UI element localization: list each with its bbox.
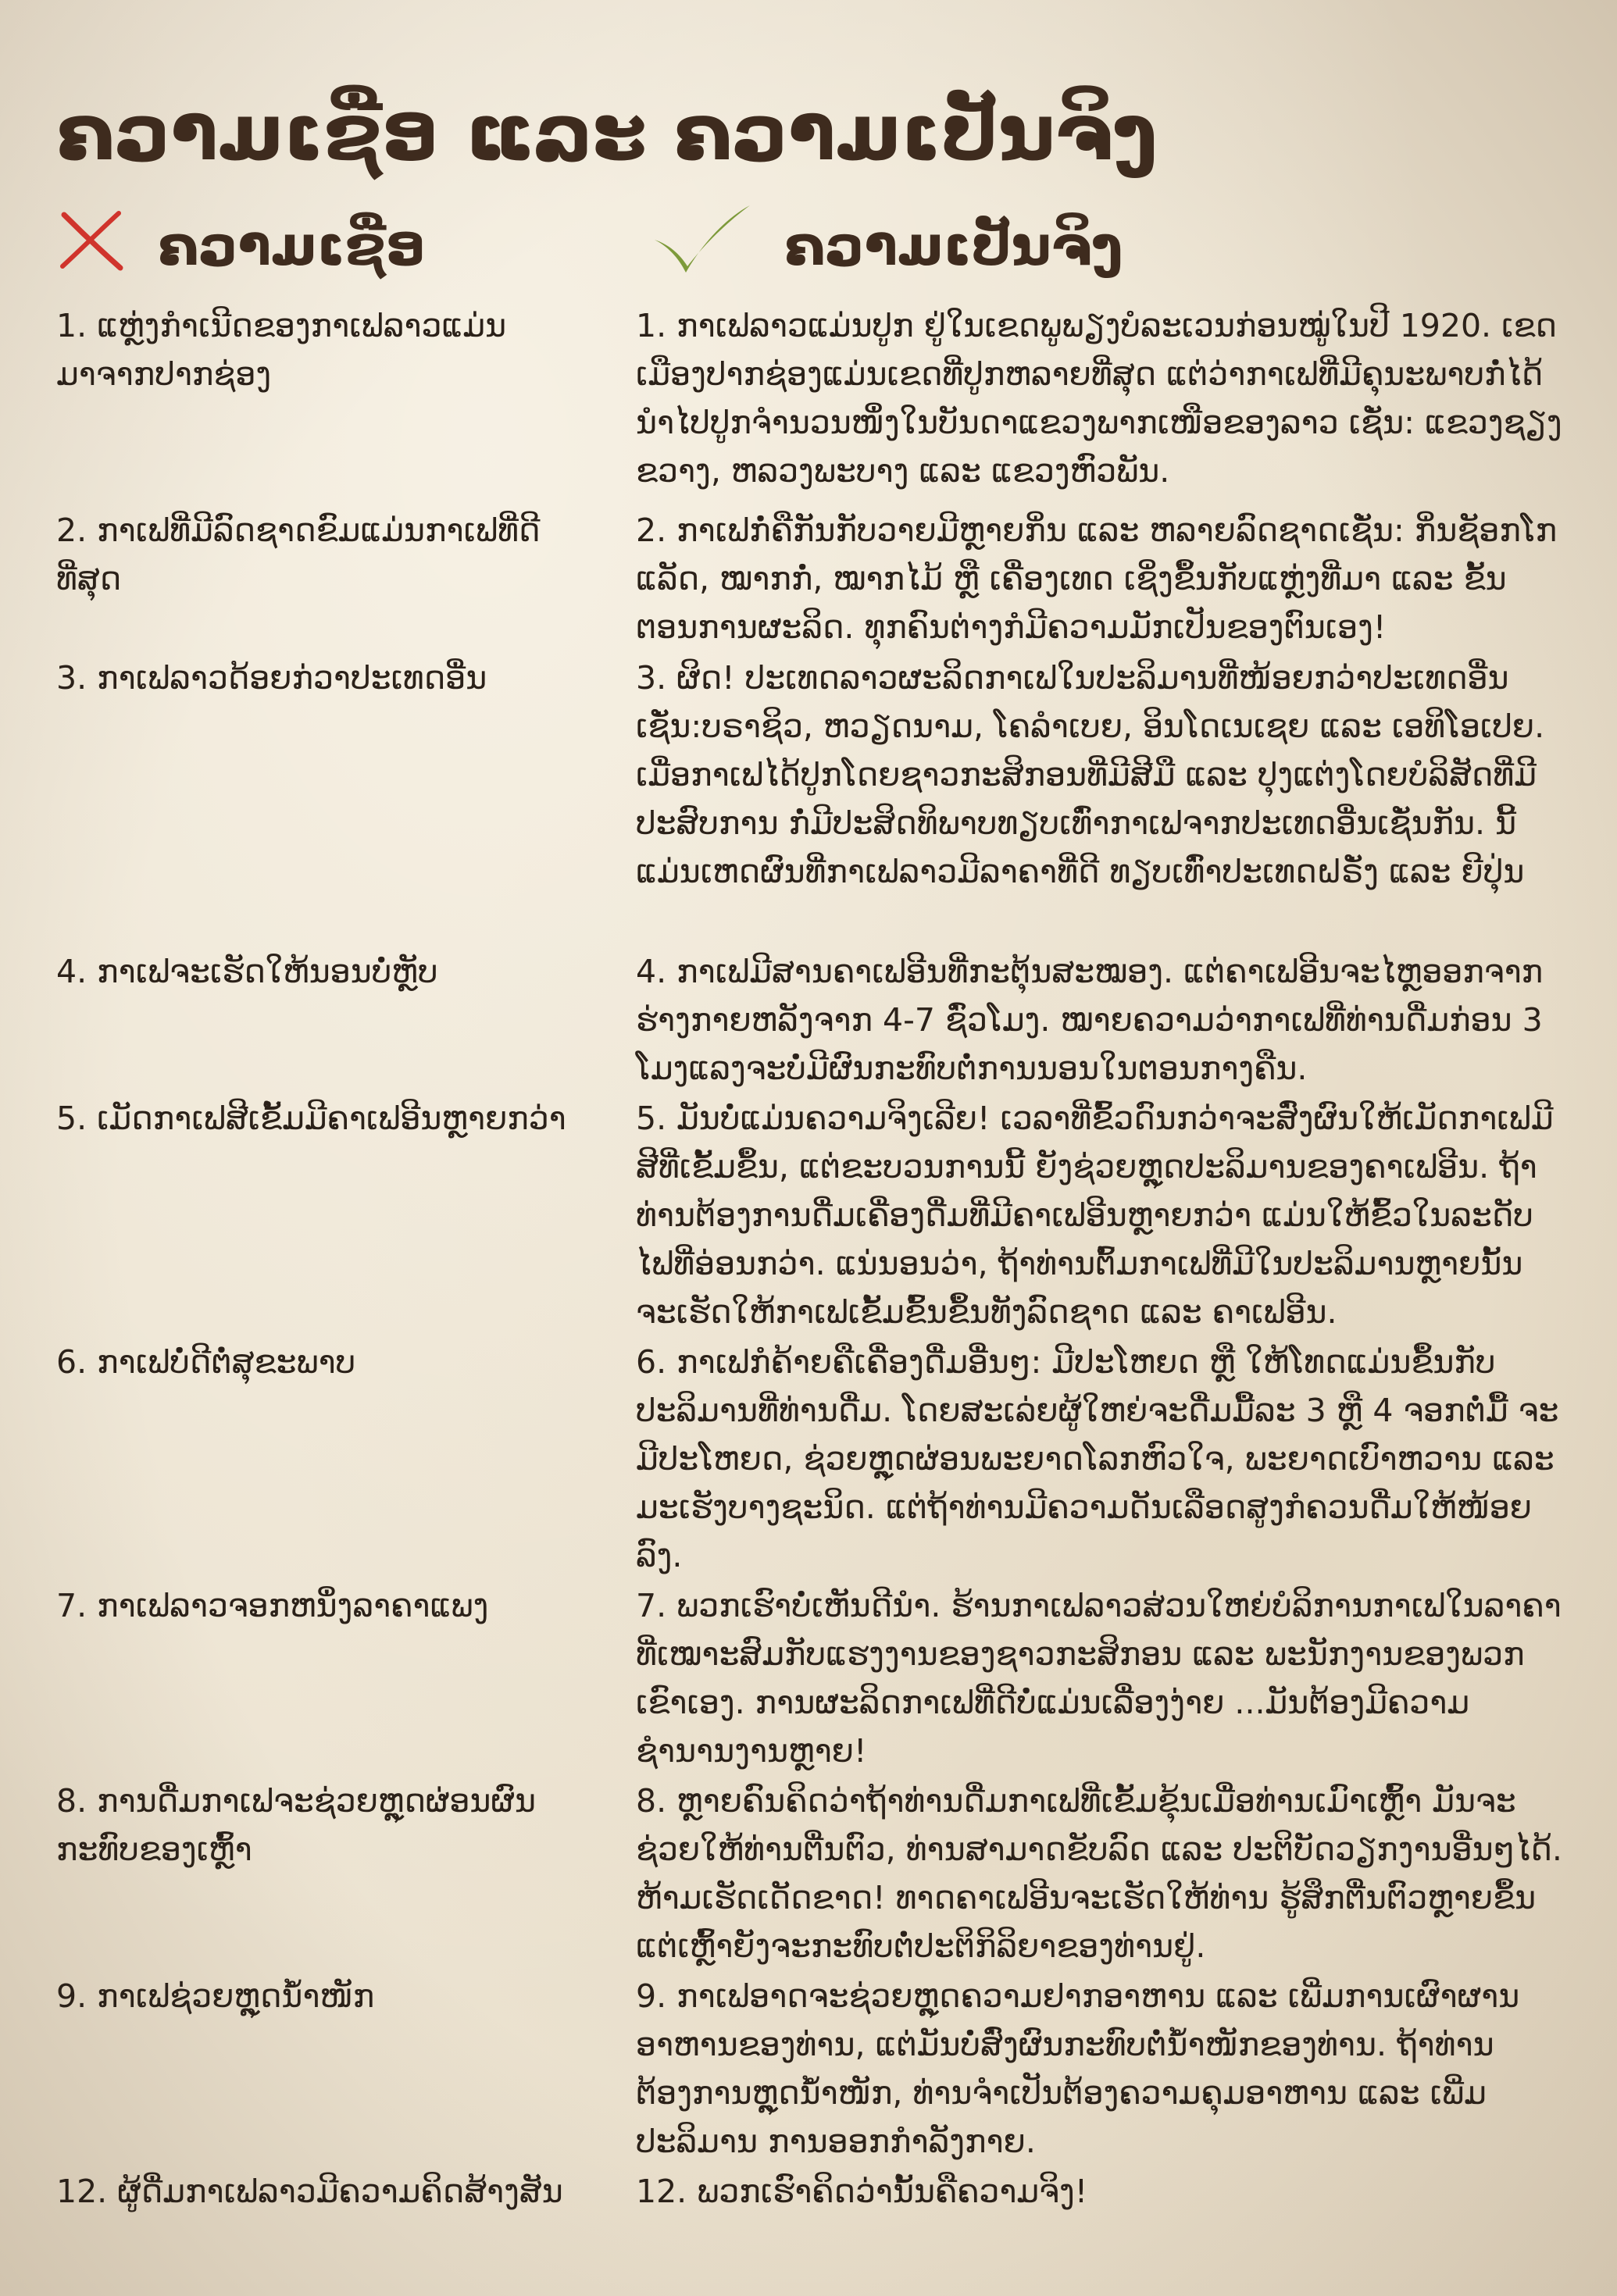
fact-text: 7. ພວກເຮົາບໍ່ເຫັນດີນຳ. ຮ້ານກາເຟລາວສ່ວນໃຫຍ່ບໍລິການກາເຟໃນລາຄາທີ່ເໝາະສົມກັບແຮງງານຂອງຊາວກະສິກອນ ແລະ ພະນັກງານຂອງພວກເຂົາເອງ. ການຜະລິດກາເຟທີ່ດີບໍ່ແມ່ນເລື່ອງງ່າຍ ...ມັນຕ້ອງມີຄວາມຊຳນານງານຫຼາຍ!	[636, 1587, 1562, 1770]
myth-text: 7. ກາເຟລາວຈອກຫນຶ່ງລາຄາແພງ	[56, 1587, 489, 1624]
myth-text: 3. ກາເຟລາວດ້ອຍກ່ວາປະເທດອື່ນ	[56, 659, 487, 697]
fact-text: 9. ກາເຟອາດຈະຊ່ວຍຫຼຸດຄວາມຢາກອາຫານ ແລະ ເພີ່ມການເຜົາຜານອາຫານຂອງທ່ານ, ແຕ່ມັນບໍ່ສົ່ງຜົນກະທົບຕໍ່ນ້ຳໜັກຂອງທ່ານ. ຖ້າທ່ານຕ້ອງການຫຼຸດນ້ຳໜັກ, ທ່ານຈຳເປັນຕ້ອງຄວາມຄຸມອາຫານ ແລະ ເພີ່ມປະລິມານ ການອອກກຳລັງກາຍ.	[636, 1977, 1520, 2160]
myth-fact-row	[56, 1581, 1562, 1777]
myth-text: 9. ກາເຟຊ່ວຍຫຼຸດນ້ຳໜັກ	[56, 1977, 375, 2015]
myth-fact-row	[56, 1972, 1562, 2167]
myth-fact-row	[56, 947, 1562, 1094]
myth-column-header	[56, 195, 425, 297]
fact-column-label: ຄວາມເປັນຈິງ	[784, 214, 1123, 278]
column-headers	[56, 195, 1562, 297]
myth-fact-list	[56, 301, 1562, 2217]
myth-fact-row	[56, 1338, 1562, 1581]
myth-fact-row	[56, 301, 1562, 506]
myth-fact-row	[56, 1777, 1562, 1972]
fact-text: 12. ພວກເຮົາຄິດວ່ານັ້ນຄືຄວາມຈິງ!	[636, 2173, 1088, 2210]
myth-fact-row	[56, 506, 1562, 654]
fact-text: 4. ກາເຟມີສານຄາເຟອີນທີ່ກະຕຸ້ນສະໝອງ. ແຕ່ຄາເຟອີນຈະໄຫຼອອກຈາກຮ່າງກາຍຫລັງຈາກ 4-7 ຊົ່ວໂມງ. ໝາຍຄວາມວ່າກາເຟທີ່ທ່ານດື່ມກ່ອນ 3 ໂມງແລງຈະບໍ່ມີຜົນກະທົບຕໍ່ການນອນໃນຕອນກາງຄືນ.	[636, 953, 1544, 1087]
fact-text: 3. ຜິດ! ປະເທດລາວຜະລິດກາເຟໃນປະລິມານທີ່ໜ້ອຍກວ່າປະເທດອື່ນ ເຊັ່ນ:ບຣາຊິວ, ຫວຽດນາມ, ໂຄລຳເບຍ, ອິນໂດເນເຊຍ ແລະ ເອທິໂອເປຍ. ເມື່ອກາເຟໄດ້ປູກໂດຍຊາວກະສິກອນທີ່ມີສີມື ແລະ ປຸງແຕ່ງໂດຍບໍລິສັດທີ່ມີປະສົບການ ກໍ່ມີປະສິດທິພາບທຽບເທົ່າກາເຟຈາກປະເທດອື່ນເຊັ່ນກັນ. ນີ້ແມ່ນເຫດຜົນທີ່ກາເຟລາວມີລາຄາທີ່ດີ ທຽບເທົ່າປະເທດຝຣັ່ງ ແລະ ຍີປຸ່ນ	[636, 659, 1545, 890]
myth-text: 12. ຜູ້ດື່ມກາເຟລາວມີຄວາມຄິດສ້າງສັນ	[56, 2173, 563, 2210]
myth-text: 4. ກາເຟຈະເຮັດໃຫ້ນອນບໍ່ຫຼັບ	[56, 953, 438, 990]
fact-text: 2. ກາເຟກໍ່ຄືກັນກັບວາຍມີຫຼາຍກິ່ນ ແລະ ຫລາຍລົດຊາດເຊັ່ນ: ກິ່ນຊັອກໂກແລັດ, ໝາກກໍ່, ໝາກໄມ້ ຫຼື ເຄື່ອງເທດ ເຊິ່ງຂຶ້ນກັບແຫຼ່ງທີ່ມາ ແລະ ຂັ້ນຕອນການຜະລິດ. ທຸກຄົນຕ່າງກໍມີຄວາມມັກເປັນຂອງຕົນເອງ!	[636, 512, 1558, 646]
fact-column-header	[651, 195, 1123, 297]
myth-fact-row	[56, 1094, 1562, 1338]
check-mark-icon	[651, 202, 753, 290]
myth-column-label: ຄວາມເຊື່ອ	[158, 214, 426, 278]
fact-text: 6. ກາເຟກໍຄ້າຍຄືເຄື່ອງດື່ມອື່ນໆ: ມີປະໂຫຍດ ຫຼື ໃຫ້ໂທດແມ່ນຂຶ້ນກັບປະລິມານທີ່ທ່ານດື່ມ. ໂດຍສະເລ່ຍຜູ້ໃຫຍ່ຈະດື່ມມື້ລະ 3 ຫຼື 4 ຈອກຕໍ່ມື້ ຈະມີປະໂຫຍດ, ຊ່ວຍຫຼຸດຜ່ອນພະຍາດໂລກຫົວໃຈ, ພະຍາດເບົາຫວານ ແລະ ມະເຮັງບາງຊະນິດ. ແຕ່ຖ້າທ່ານມີຄວາມດັນເລືອດສູງກໍຄວນດື່ມໃຫ້ໜ້ອຍລົງ.	[636, 1343, 1559, 1574]
myth-text: 1. ແຫຼ່ງກຳເນີດຂອງກາເຟລາວແມ່ນມາຈາກປາກຊ່ອງ	[56, 307, 507, 393]
page-title: ຄວາມເຊື່ອ ແລະ ຄວາມເປັນຈິງ	[56, 87, 1158, 178]
myth-text: 2. ກາເຟທີ່ມີລົດຊາດຂົມແມ່ນກາເຟທີ່ດີທີ່ສຸດ	[56, 512, 541, 597]
fact-text: 8. ຫຼາຍຄົນຄິດວ່າຖ້າທ່ານດື່ມກາເຟທີ່ເຂັ້ມຂຸ້ນເມື່ອທ່ານເມົາເຫຼົ້າ ມັນຈະຊ່ວຍໃຫ້ທ່ານຕື່ນຕົວ, ທ່ານສາມາດຂັບລົດ ແລະ ປະຕິບັດວຽກງານອື່ນໆໄດ້. ຫ້າມເຮັດເດັດຂາດ! ທາດຄາເຟອີນຈະເຮັດໃຫ້ທ່ານ ຮູ້ສຶກຕື່ນຕົວຫຼາຍຂຶ້ນແຕ່ເຫຼົ້າຍັງຈະກະທົບຕໍ່ປະຕິກິລິຍາຂອງທ່ານຢູ່.	[636, 1782, 1562, 1965]
myth-fact-row	[56, 654, 1562, 947]
myth-text: 8. ການດື່ມກາເຟຈະຊ່ວຍຫຼຸດຜ່ອນຜົນກະທົບຂອງເຫຼົ້າ	[56, 1782, 536, 1868]
myth-text: 5. ເມັດກາເຟສີເຂັ້ມມີຄາເຟອີນຫຼາຍກວ່າ	[56, 1100, 566, 1137]
myth-fact-row	[56, 2167, 1562, 2217]
fact-text: 5. ມັນບໍ່ແມ່ນຄວາມຈິງເລີຍ! ເວລາທີ່ຂົ້ວດົນກວ່າຈະສົ່ງຜົນໃຫ້ເມັດກາເຟມີສີທີ່ເຂັ້ມຂຶ້ນ, ແຕ່ຂະບວນການນີ້ ຍັງຊ່ວຍຫຼຸດປະລິມານຂອງຄາເຟອີນ. ຖ້າທ່ານຕ້ອງການດື່ມເຄື່ອງດື່ມທີ່ມີຄາເຟອີນຫຼາຍກວ່າ ແມ່ນໃຫ້ຂົ້ວໃນລະດັບໄຟທີ່ອ່ອນກວ່າ. ແນ່ນອນວ່າ, ຖ້າທ່ານຕົ້ມກາເຟທີ່ມີໃນປະລິມານຫຼາຍນັ້ນ ຈະເຮັດໃຫ້ກາເຟເຂັ້ມຂົ້ນຂຶ້ນທັງລົດຊາດ ແລະ ຄາເຟອີນ.	[636, 1100, 1554, 1331]
fact-text: 1. ກາເຟລາວແມ່ນປູກ ຢູ່ໃນເຂດພູພຽງບໍລະເວນກ່ອນໝູ່ໃນປີ 1920. ເຂດເມືອງປາກຊ່ອງແມ່ນເຂດທີ່ປູກຫລາຍທີ່ສຸດ ແຕ່ວ່າກາເຟທີ່ມີຄຸນະພາບກໍ່ໄດ້ນຳໄປປູກຈຳນວນໜຶ່ງໃນບັນດາແຂວງພາກເໜືອຂອງລາວ ເຊັ່ນ: ແຂວງຊຽງຂວາງ, ຫລວງພະບາງ ແລະ ແຂວງຫົວພັນ.	[636, 307, 1562, 490]
myth-text: 6. ກາເຟບໍ່ດີຕໍ່ສຸຂະພາບ	[56, 1343, 356, 1381]
x-mark-icon	[56, 209, 127, 284]
